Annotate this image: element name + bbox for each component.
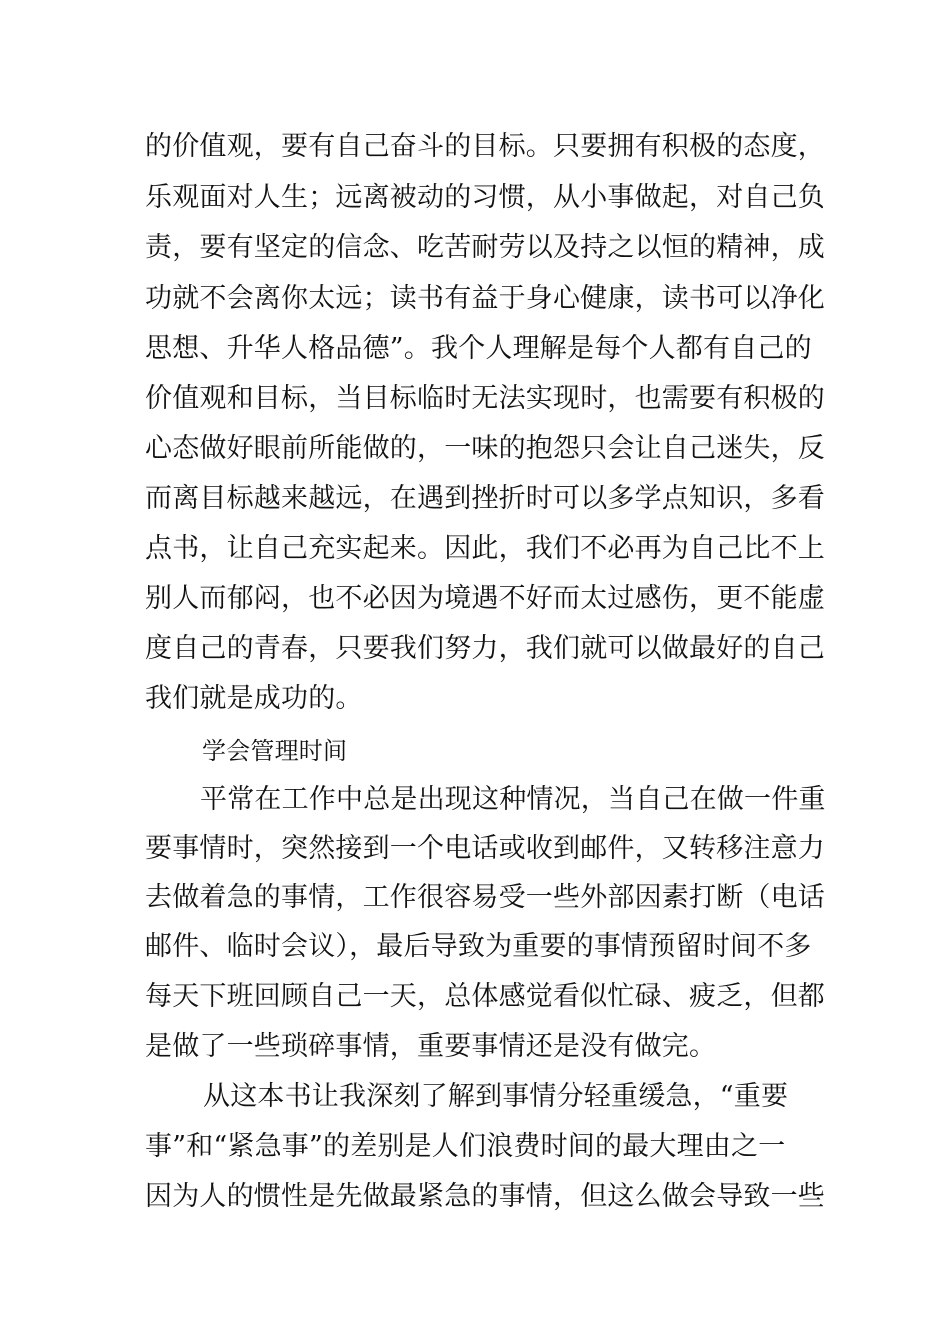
text-line: 度自己的青春，只要我们努力，我们就可以做最好的自己: [145, 633, 825, 664]
text-line: 去做着急的事情，工作很容易受一些外部因素打断（电话: [145, 882, 825, 913]
text-line: 每天下班回顾自己一天，总体感觉看似忙碌、疲乏，但都: [145, 981, 825, 1012]
text-line: 事”和“紧急事”的差别是人们浪费时间的最大理由之一: [145, 1131, 786, 1162]
text-line: 而离目标越来越远，在遇到挫折时可以多学点知识，多看: [145, 483, 825, 514]
text-line: 从这本书让我深刻了解到事情分轻重缓急，“重要: [203, 1081, 789, 1112]
section-heading: 学会管理时间: [202, 737, 348, 765]
text-line: 责，要有坚定的信念、吃苦耐劳以及持之以恒的精神，成: [145, 232, 825, 263]
text-line: 邮件、临时会议），最后导致为重要的事情预留时间不多: [145, 931, 812, 962]
text-line: 的价值观，要有自己奋斗的目标。只要拥有积极的态度，: [145, 131, 825, 162]
text-line: 功就不会离你太远；读书有益于身心健康，读书可以净化: [145, 283, 825, 314]
text-line: 价值观和目标，当目标临时无法实现时，也需要有积极的: [145, 383, 825, 414]
text-line: 思想、升华人格品德”。我个人理解是每个人都有自己的: [145, 333, 812, 364]
text-line: 我们就是成功的。: [145, 683, 363, 714]
text-line: 别人而郁闷，也不必因为境遇不好而太过感伤，更不能虚: [145, 583, 825, 614]
text-line: 是做了一些琐碎事情，重要事情还是没有做完。: [145, 1031, 717, 1062]
text-line: 因为人的惯性是先做最紧急的事情，但这么做会导致一些: [145, 1181, 825, 1212]
text-line: 心态做好眼前所能做的，一味的抱怨只会让自己迷失，反: [145, 433, 825, 464]
text-line: 平常在工作中总是出现这种情况，当自己在做一件重: [200, 784, 826, 815]
text-line: 乐观面对人生；远离被动的习惯，从小事做起，对自己负: [145, 182, 825, 213]
text-line: 要事情时，突然接到一个电话或收到邮件，又转移注意力: [145, 833, 825, 864]
text-line: 点书，让自己充实起来。因此，我们不必再为自己比不上: [145, 533, 825, 564]
